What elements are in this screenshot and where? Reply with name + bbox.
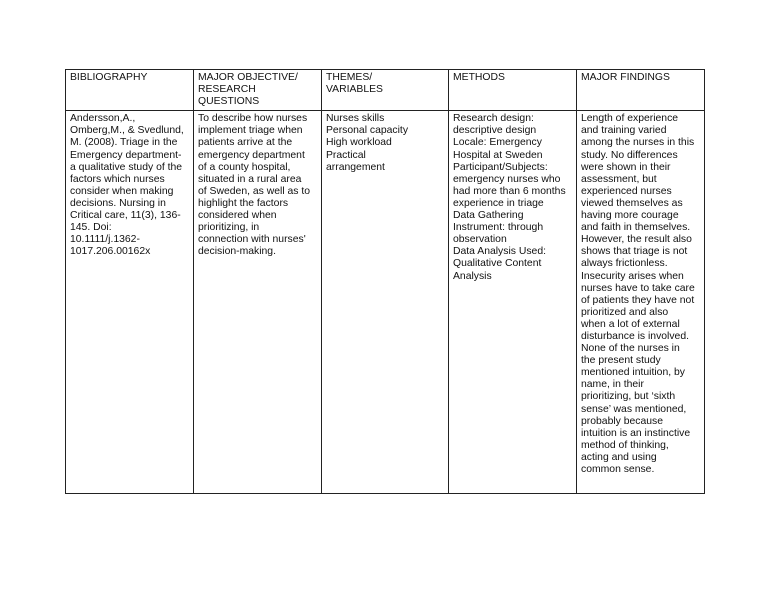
text-line: probably because (581, 415, 664, 427)
text-line: of patients they have not (581, 294, 695, 306)
text-line: considered when (198, 210, 277, 222)
text-line: highlight the factors (198, 197, 289, 209)
text-line: THEMES/ (326, 72, 373, 83)
text-line: intuition is an instinctive (581, 427, 691, 439)
text-line: Insecurity arises when (581, 270, 684, 282)
header-row (66, 70, 705, 111)
text-line: 1017.206.00162x (70, 246, 151, 258)
cell-themes (322, 111, 449, 494)
text-line: Instrument: through (453, 222, 544, 234)
text-line: Hospital at Sweden (453, 149, 543, 161)
text-line: study. No differences (581, 149, 678, 161)
text-line: Omberg,M., & Svedlund, (70, 125, 184, 137)
text-line: However, the result also (581, 234, 692, 246)
text-line: 145. Doi: (70, 222, 112, 234)
text-line: acting and using (581, 451, 657, 463)
text-line: of Sweden, as well as to (198, 185, 311, 197)
text-line: shows that triage is not (581, 246, 688, 258)
text-line: Nurses skills (326, 113, 385, 125)
text-line: prioritizing, but ‘sixth (581, 391, 676, 403)
text-line: and training varied (581, 125, 667, 137)
text-line: sense’ was mentioned, (581, 403, 687, 415)
text-line: among the nurses in this (581, 137, 695, 149)
cell-findings (577, 111, 705, 494)
text-line: decision-making. (198, 246, 276, 258)
text-line: viewed themselves as (581, 197, 683, 209)
text-line: the present study (581, 355, 661, 367)
cell-methods (449, 111, 577, 494)
text-line: Practical (326, 149, 366, 161)
text-line: decisions. Nursing in (70, 197, 166, 209)
text-line: observation (453, 234, 507, 246)
text-line: arrangement (326, 161, 385, 173)
literature-review-table (65, 69, 705, 494)
text-line: factors which nurses (70, 173, 165, 185)
text-line: patients arrive at the (198, 137, 293, 149)
text-line: mentioned intuition, by (581, 367, 685, 379)
text-line: QUESTIONS (198, 96, 260, 108)
text-line: always frictionless. (581, 258, 668, 270)
text-line: RESEARCH (198, 84, 256, 96)
table-row (66, 111, 705, 494)
text-line: Critical care, 11(3), 136- (70, 210, 181, 222)
text-line: To describe how nurses (198, 113, 308, 125)
text-line: METHODS (453, 72, 505, 83)
header-methods (449, 70, 577, 111)
text-line: and faith in themselves. (581, 222, 691, 234)
text-line: VARIABLES (326, 84, 383, 96)
text-line: assessment, but (581, 173, 657, 185)
text-line: emergency department (198, 149, 305, 161)
text-line: consider when making (70, 185, 174, 197)
text-line: Research design: (453, 113, 534, 125)
text-line: Qualitative Content (453, 258, 542, 270)
text-line: MAJOR FINDINGS (581, 72, 670, 83)
text-line: BIBLIOGRAPHY (70, 72, 148, 83)
text-line: M. (2008). Triage in the (70, 137, 178, 149)
text-line: common sense. (581, 464, 655, 475)
text-line: Participant/Subjects: (453, 161, 548, 173)
text-line: name, in their (581, 379, 644, 391)
cell-objective (194, 111, 322, 494)
text-line: method of thinking, (581, 439, 669, 451)
text-line: situated in a rural area (198, 173, 302, 185)
text-line: nurses have to take care (581, 282, 695, 294)
header-themes-variables (322, 70, 449, 111)
text-line: implement triage when (198, 125, 303, 137)
text-line: experience in triage (453, 197, 544, 209)
text-line: connection with nurses' (198, 234, 306, 246)
text-line: None of the nurses in (581, 343, 680, 355)
header-major-findings (577, 70, 705, 111)
text-line: were shown in their (581, 161, 671, 173)
text-line: of a county hospital, (198, 161, 291, 173)
text-line: Locale: Emergency (453, 137, 542, 149)
text-line: prioritized and also (581, 306, 669, 318)
text-line: experienced nurses (581, 185, 672, 197)
header-bibliography (66, 70, 194, 111)
text-line: Analysis (453, 270, 492, 282)
text-line: Data Gathering (453, 210, 524, 222)
text-line: prioritizing, in (198, 222, 260, 234)
text-line: emergency nurses who (453, 173, 561, 185)
text-line: 10.1111/j.1362- (70, 234, 140, 246)
text-line: Data Analysis Used: (453, 246, 546, 258)
cell-bibliography (66, 111, 194, 494)
text-line: had more than 6 months (453, 185, 566, 197)
text-line: Length of experience (581, 113, 679, 125)
header-major-objective (194, 70, 322, 111)
text-line: when a lot of external (581, 318, 680, 330)
text-line: Emergency department- (70, 149, 182, 161)
text-line: having more courage (581, 210, 679, 222)
text-line: High workload (326, 137, 392, 149)
text-line: MAJOR OBJECTIVE/ (198, 72, 298, 83)
text-line: a qualitative study of the (70, 161, 183, 173)
text-line: descriptive design (453, 125, 537, 137)
text-line: Andersson,A., (70, 113, 136, 125)
text-line: Personal capacity (326, 125, 409, 137)
text-line: disturbance is involved. (581, 330, 690, 342)
